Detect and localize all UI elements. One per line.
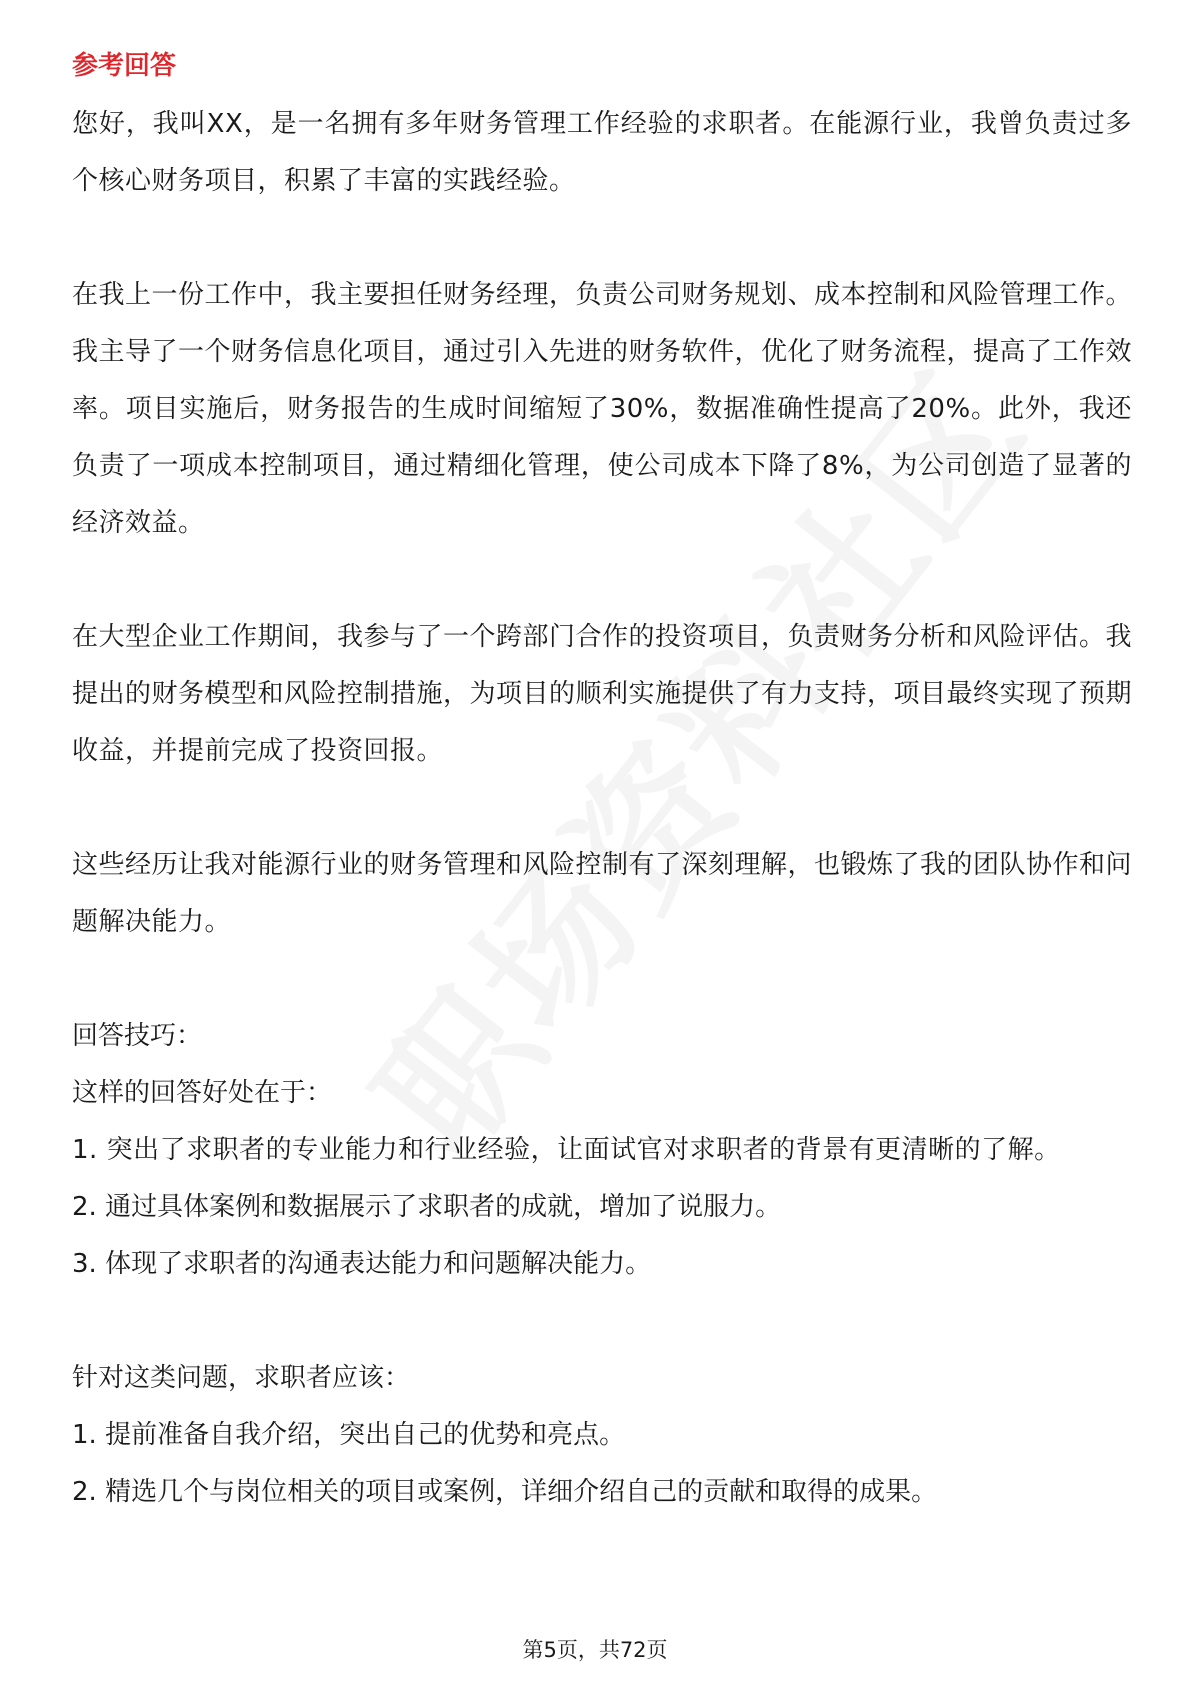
tips-point: 3. 体现了求职者的沟通表达能力和问题解决能力。: [72, 1249, 652, 1279]
advice-intro: 针对这类问题，求职者应该：: [72, 1363, 411, 1393]
tips-intro: 这样的回答好处在于：: [72, 1078, 333, 1108]
paragraph-intro: 您好，我叫XX，是一名拥有多年财务管理工作经验的求职者。在能源行业，我曾负责过多个核心财务项目，积累了丰富的实践经验。: [72, 109, 1132, 196]
paragraph-summary: 这些经历让我对能源行业的财务管理和风险控制有了深刻理解，也锻炼了我的团队协作和问题解决能力。: [72, 850, 1133, 937]
advice-point: 2. 精选几个与岗位相关的项目或案例，详细介绍自己的贡献和取得的成果。: [72, 1477, 938, 1507]
page-number: 第5页，共72页: [522, 1638, 668, 1662]
section-heading: 参考回答: [72, 51, 177, 81]
tips-point: 2. 通过具体案例和数据展示了求职者的成就，增加了说服力。: [72, 1192, 782, 1222]
advice-point: 1. 提前准备自我介绍，突出自己的优势和亮点。: [72, 1420, 626, 1450]
paragraph-experience-2: 在大型企业工作期间，我参与了一个跨部门合作的投资项目，负责财务分析和风险评估。我提出的财务模型和风险控制措施，为项目的顺利实施提供了有力支持，项目最终实现了预期收益，并提前完成了投资回报。: [72, 622, 1133, 766]
tips-point: 1. 突出了求职者的专业能力和行业经验，让面试官对求职者的背景有更清晰的了解。: [72, 1135, 1061, 1165]
page-content: [72, 50, 1132, 1521]
tips-title: 回答技巧：: [72, 1021, 203, 1051]
paragraph-experience-1: 在我上一份工作中，我主要担任财务经理，负责公司财务规划、成本控制和风险管理工作。我主导了一个财务信息化项目，通过引入先进的财务软件，优化了财务流程，提高了工作效率。项目实施后，财务报告的生成时间缩短了30%，数据准确性提高了20%。此外，我还负责了一项成本控制项目，通过精细化管理，使公司成本下降了8%，为公司创造了显著的经济效益。: [72, 280, 1133, 538]
